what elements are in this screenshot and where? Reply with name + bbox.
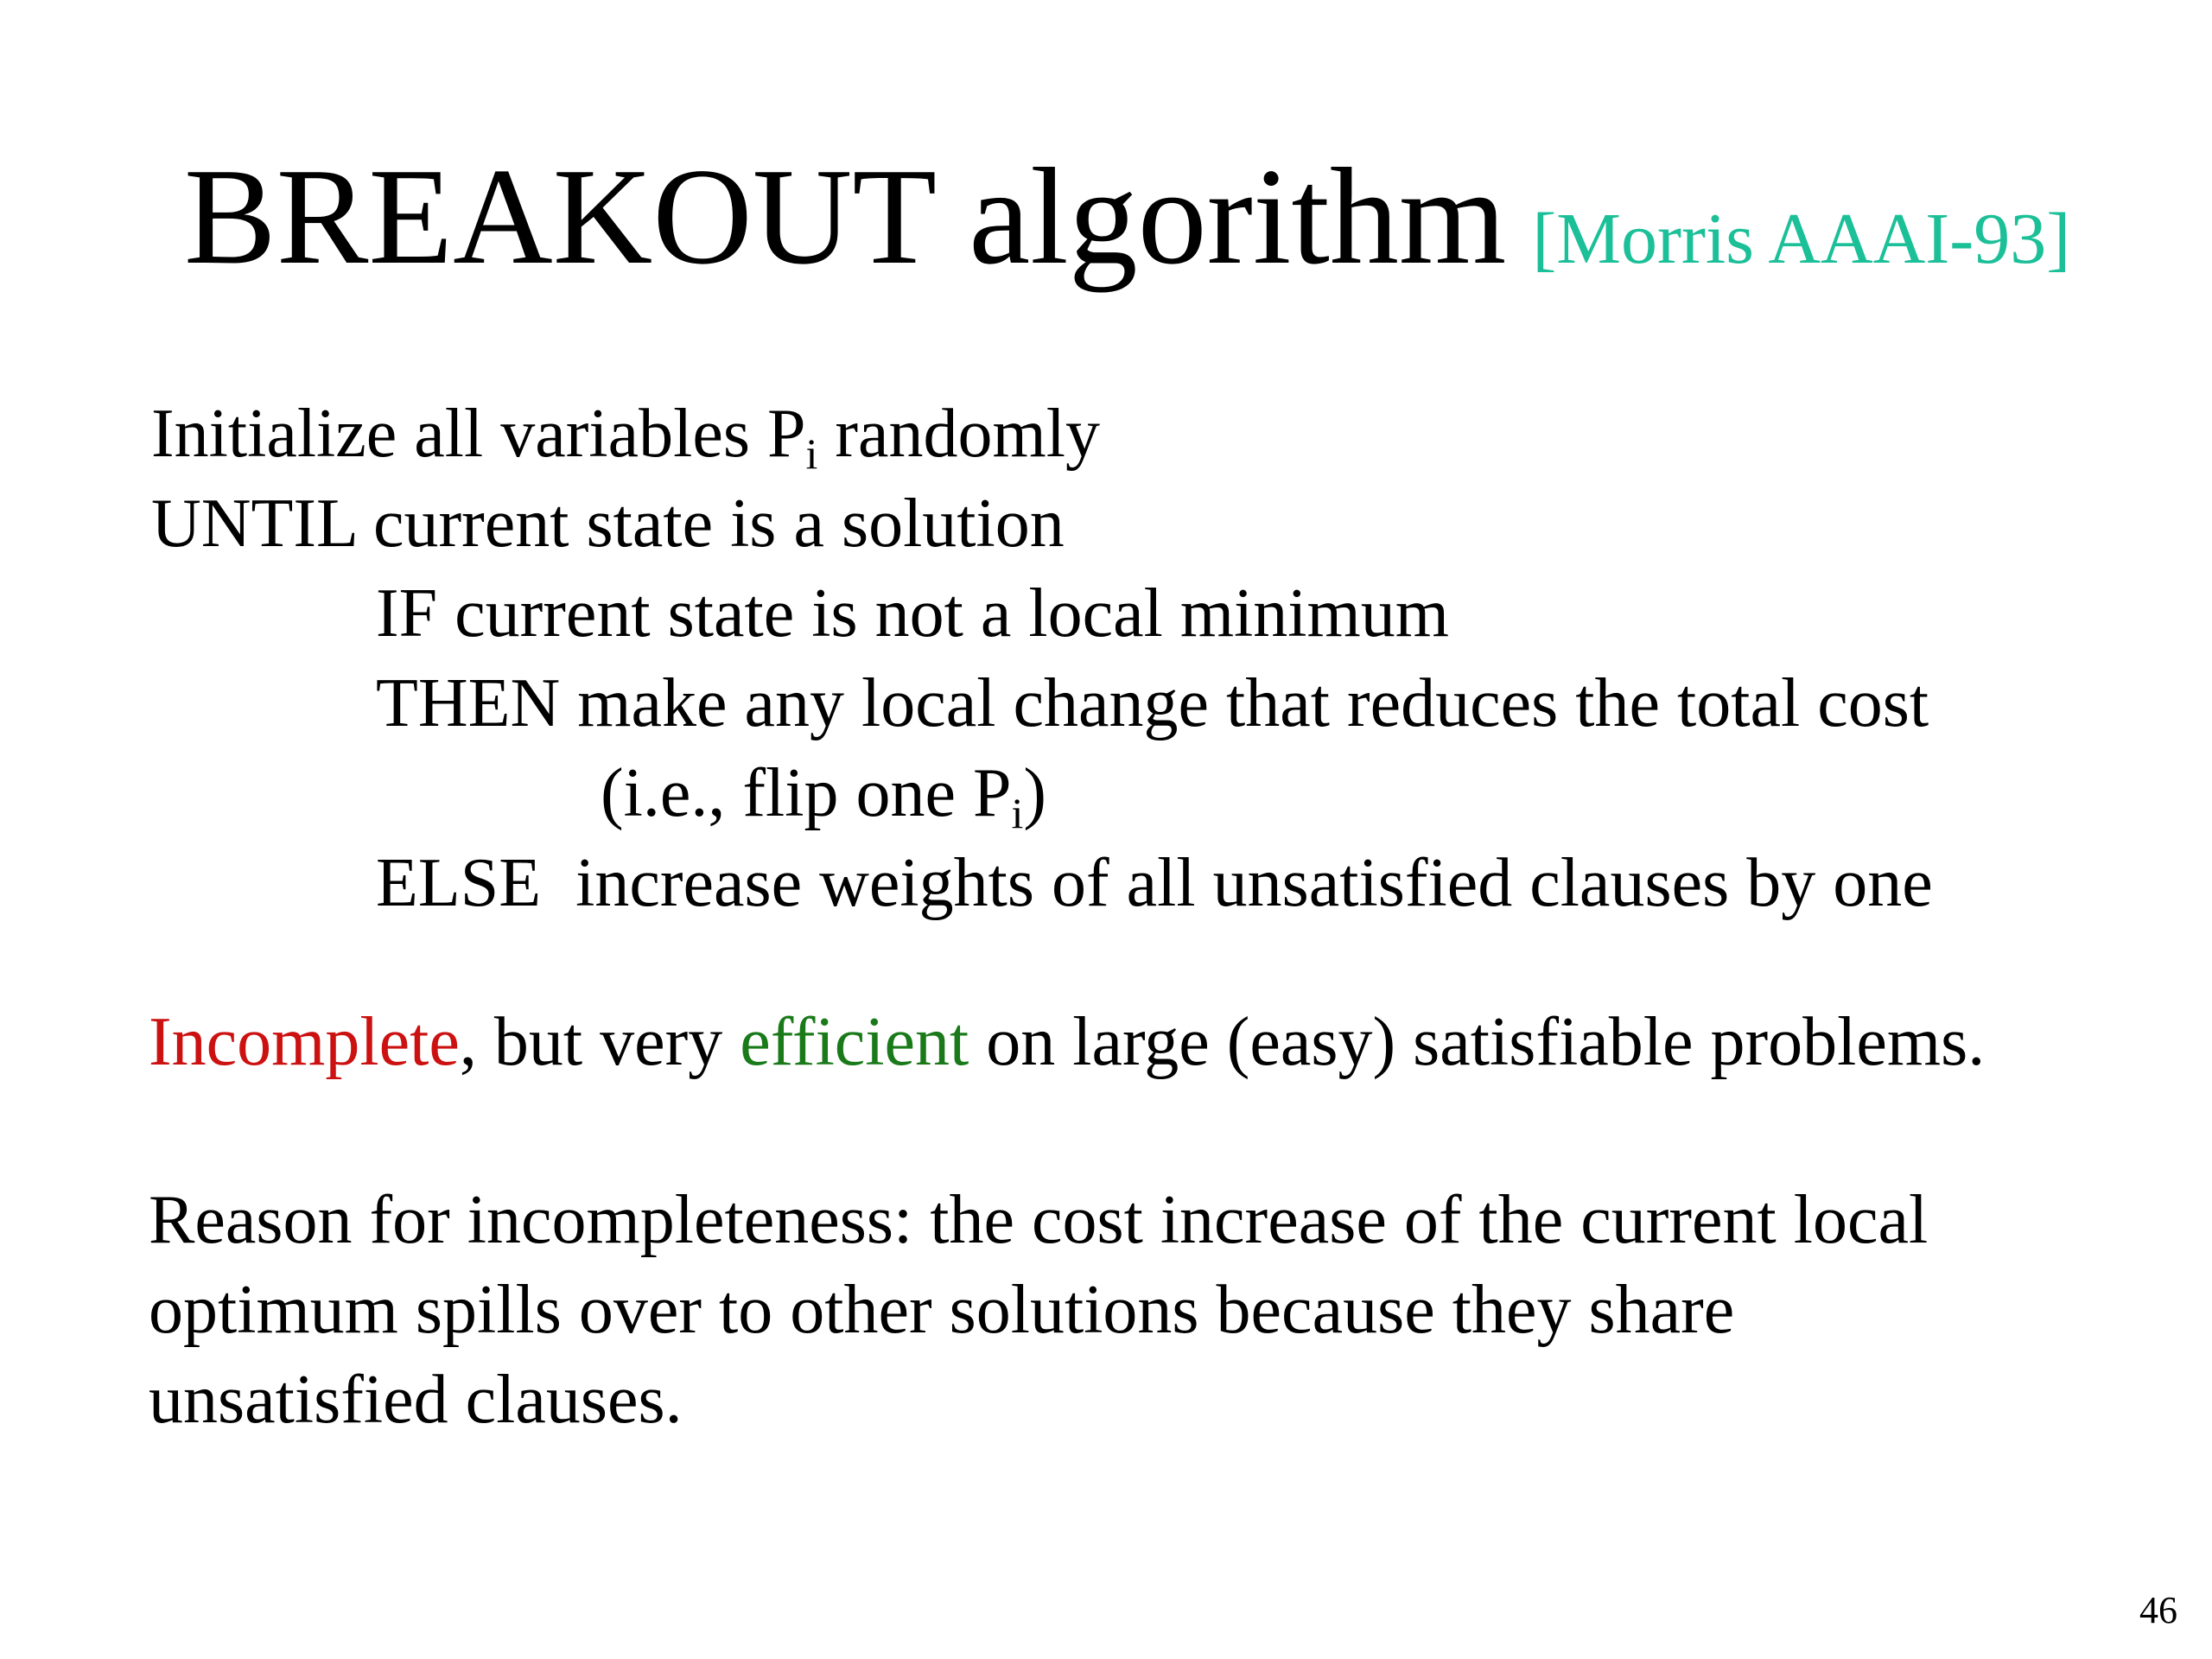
algorithm-line-flip: (i.e., flip one $P_i$) <box>601 755 1047 837</box>
reason-line-3: unsatisfied clauses. <box>149 1362 683 1438</box>
page-number: 46 <box>2139 1589 2177 1631</box>
reason-line-2: optimum spills over to other solutions because they share <box>149 1272 1735 1348</box>
slide-title <box>184 139 2071 293</box>
algorithm-line-if: IF current state is not a local minimum <box>376 575 1449 652</box>
algorithm-line-until: UNTIL current state is a solution <box>151 486 1065 562</box>
algorithm-line-initialize: Initialize all variables $P_i$ randomly <box>151 396 1101 478</box>
efficient-word: efficient <box>740 1004 969 1080</box>
algorithm-line-else: ELSE increase weights of all unsatisfied clauses by one <box>376 845 1933 921</box>
title-citation: [Morris AAAI-93] <box>1532 199 2071 279</box>
title-main: BREAKOUT algorithm <box>184 139 1507 293</box>
algorithm-line-then: THEN make any local change that reduces the total cost <box>376 665 1929 741</box>
incomplete-word: Incomplete <box>149 1004 460 1080</box>
reason-line-1: Reason for incompleteness: the cost increase of the current local <box>149 1182 1929 1258</box>
summary-line: Incomplete, but very efficient on large (easy) satisfiable problems. <box>149 1004 1986 1080</box>
